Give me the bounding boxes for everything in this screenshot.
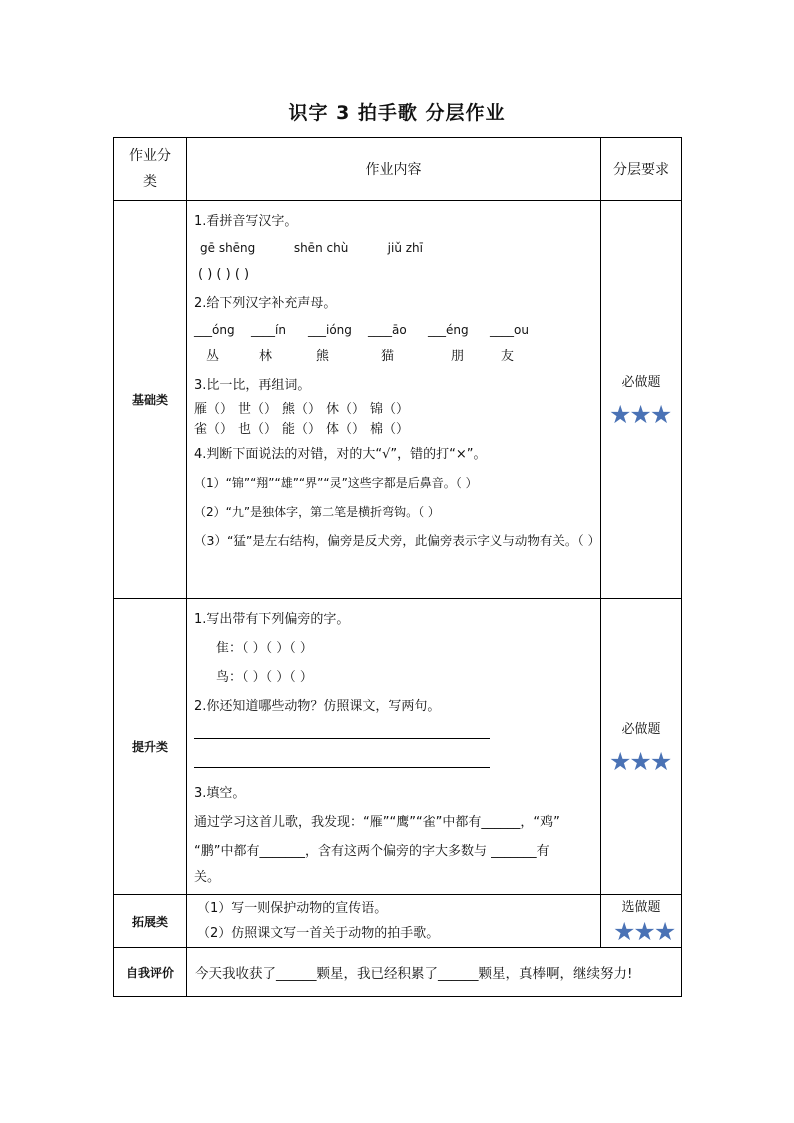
basic-q3-title: 3.比一比，再组词。 — [194, 378, 311, 393]
compare-1a: 雁（） — [194, 402, 234, 417]
compare-4b: 体（） — [326, 422, 366, 437]
basic-q1-title: 1.看拼音写汉字。 — [194, 214, 298, 229]
basic-q2-blanks — [194, 318, 596, 342]
extend-content — [187, 895, 601, 948]
extend-item-1: （1）写一则保护动物的宣传语。 — [197, 901, 388, 916]
header-category-line1: 作业分 — [129, 148, 171, 164]
extend-requirement-label: 选做题 — [621, 900, 661, 915]
basic-stars: ★★★ — [609, 399, 671, 429]
improve-q3-text-2: “鹏”中都有_______，含有这两个偏旁的字大多数与 _______有 — [194, 844, 550, 859]
compare-1b: 雀（） — [194, 422, 234, 437]
header-category-line2: 类 — [143, 174, 157, 190]
basic-row — [114, 201, 682, 599]
self-row — [114, 948, 682, 997]
improve-q1-row-2: 鸟：（ ）（ ）（ ） — [216, 670, 313, 685]
improve-content — [187, 599, 601, 895]
header-category — [114, 138, 187, 201]
basic-q1-pinyin — [194, 236, 596, 260]
pinyin-3: jiǔ zhī — [387, 241, 423, 255]
improve-q3-text-3: 关。 — [194, 870, 221, 885]
basic-q2-chars — [194, 342, 596, 371]
basic-q1-brackets: ( ) ( ) ( ) — [198, 267, 250, 282]
basic-requirement-label: 必做题 — [621, 374, 661, 390]
extend-requirement — [601, 895, 682, 948]
basic-category: 基础类 — [114, 201, 187, 599]
header-requirement: 分层要求 — [601, 138, 682, 201]
pinyin-2: shēn chù — [293, 241, 349, 255]
basic-q4-item-3: （3）“猛”是左右结构，偏旁是反犬旁，此偏旁表示字义与动物有关。（ ） — [194, 533, 601, 548]
compare-3a: 熊（） — [282, 402, 322, 417]
improve-category: 提升类 — [114, 599, 187, 895]
basic-requirement — [601, 201, 682, 599]
char-4: 猫 — [381, 349, 395, 364]
basic-q4-item-2: （2）“九”是独体字，第二笔是横折弯钩。（ ） — [194, 505, 440, 519]
compare-5a: 锦（） — [370, 402, 410, 417]
compare-2b: 也（） — [238, 422, 278, 437]
basic-q2-title: 2.给下列汉字补充声母。 — [194, 296, 337, 311]
char-5: 朋 — [451, 349, 465, 364]
homework-table — [113, 137, 682, 997]
char-6: 友 — [501, 349, 515, 364]
compare-3b: 能（） — [282, 422, 322, 437]
header-content: 作业内容 — [187, 138, 601, 201]
compare-2a: 世（） — [238, 402, 278, 417]
improve-requirement — [601, 599, 682, 895]
extend-item-2: （2）仿照课文写一首关于动物的拍手歌。 — [197, 926, 440, 941]
blank-3: ___ióng — [308, 323, 352, 337]
blank-6: ____ou — [490, 323, 529, 337]
improve-q3-text-1: 通过学习这首儿歌，我发现：“雁”“鹰”“雀”中都有______，“鸡” — [194, 815, 560, 830]
extend-stars: ★★★ — [613, 917, 675, 946]
char-3: 熊 — [316, 349, 330, 364]
compare-4a: 休（） — [326, 402, 366, 417]
improve-q1-title: 1.写出带有下列偏旁的字。 — [194, 612, 350, 627]
char-1: 丛 — [206, 349, 220, 364]
pinyin-1: gē shēng — [200, 241, 256, 255]
self-text: 今天我收获了______颗星，我已经积累了______颗星，真棒啊，继续努力! — [187, 948, 682, 997]
extend-category: 拓展类 — [114, 895, 187, 948]
char-2: 林 — [259, 349, 273, 364]
improve-requirement-label: 必做题 — [621, 721, 661, 737]
improve-answer-line-2 — [194, 750, 596, 779]
self-category: 自我评价 — [114, 948, 187, 997]
basic-q4-item-1: （1）“锦”“翔”“雄”“界”“灵”这些字都是后鼻音。（ ） — [194, 476, 478, 490]
blank-4: ____āo — [368, 323, 407, 337]
improve-row — [114, 599, 682, 895]
improve-stars: ★★★ — [609, 746, 671, 776]
answer-underline-1[interactable] — [194, 724, 490, 739]
page-title: 识字 3 拍手歌 分层作业 — [288, 102, 506, 124]
compare-5b: 棉（） — [370, 422, 410, 437]
improve-q2-title: 2.你还知道哪些动物？仿照课文，写两句。 — [194, 699, 441, 714]
improve-q3-title: 3.填空。 — [194, 786, 246, 801]
header-row — [114, 138, 682, 201]
improve-q1-row-1: 隹：（ ）（ ）（ ） — [216, 641, 313, 656]
answer-underline-2[interactable] — [194, 753, 490, 768]
basic-q3-row2 — [194, 420, 596, 440]
basic-content — [187, 201, 601, 599]
blank-2: ____ín — [251, 323, 286, 337]
blank-1: ___óng — [194, 323, 235, 337]
basic-q4-title: 4.判断下面说法的对错，对的大“√”，错的打“×”。 — [194, 447, 487, 462]
extend-row — [114, 895, 682, 948]
improve-answer-line-1 — [194, 721, 596, 750]
blank-5: ___éng — [428, 323, 469, 337]
basic-q3-row1 — [194, 400, 596, 420]
